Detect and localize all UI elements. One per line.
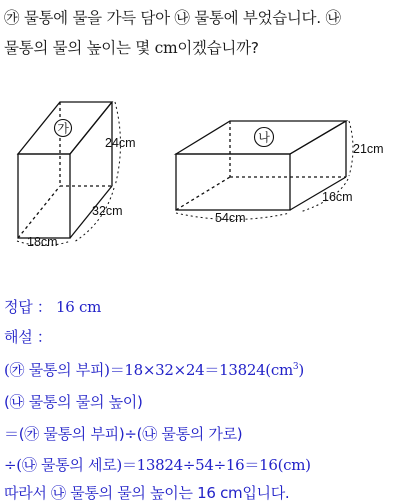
solution-conclusion: 따라서 ㉯ 물통의 물의 높이는 16 cm입니다. xyxy=(4,484,290,502)
answer-label: 정답 ： xyxy=(4,298,52,316)
answer-line xyxy=(4,296,101,317)
solution-step-4: ÷(㉯ 물통의 세로)＝13824÷54÷16＝16(cm) xyxy=(4,456,311,474)
problem-line-2-suffix: 이겠습니까? xyxy=(177,39,259,57)
explanation-label: 해설 ： xyxy=(4,328,52,346)
problem-line-2-unit: cm xyxy=(154,39,178,57)
box-a-badge xyxy=(55,120,72,137)
box-a-label: 가 xyxy=(57,121,69,136)
box-b-badge xyxy=(255,128,274,147)
answer-value: 16 cm xyxy=(56,298,102,316)
solution-step-1 xyxy=(4,359,304,380)
problem-line-2-prefix: 물통의 물의 높이는 몇 xyxy=(4,39,150,57)
problem-line-1: ㉮ 물통에 물을 가득 담아 ㉯ 물통에 부었습니다. ㉯ xyxy=(4,9,341,27)
box-a-depth-label: 32cm xyxy=(92,204,123,218)
solution-step-3: ＝(㉮ 물통의 부피)÷(㉯ 물통의 가로) xyxy=(4,425,243,443)
solution-step-2: (㉯ 물통의 물의 높이) xyxy=(4,393,143,411)
box-a-height-label: 24cm xyxy=(105,136,136,150)
cuboid-figure xyxy=(0,88,400,258)
box-b-height-label: 21cm xyxy=(353,142,384,156)
solution-step-1-exponent: 3 xyxy=(292,362,299,372)
box-b-width-label: 54cm xyxy=(215,211,246,225)
problem-line-2 xyxy=(4,36,259,58)
box-a-width-label: 18cm xyxy=(27,235,58,249)
solution-step-1-close: ) xyxy=(298,361,304,379)
box-b-label: 나 xyxy=(258,130,270,145)
solution-step-1-text: (㉮ 물통의 부피)＝18×32×24＝13824(cm xyxy=(4,361,293,379)
box-b-depth-label: 16cm xyxy=(322,190,353,204)
